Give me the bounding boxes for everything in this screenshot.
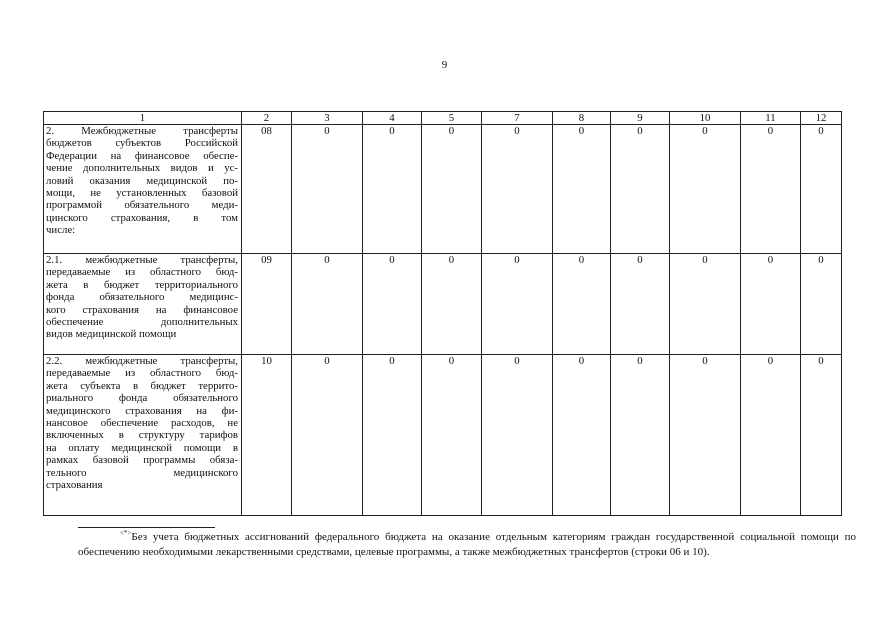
description-line: 2. Межбюджетные трансферты [46, 125, 238, 137]
header-cell: 10 [670, 112, 741, 125]
description-line: числе: [46, 224, 76, 237]
value-cell: 0 [292, 355, 363, 516]
value-cell: 0 [611, 355, 670, 516]
description-line: 2.2. межбюджетные трансферты, [46, 355, 238, 367]
row-code: 10 [242, 355, 292, 516]
value-cell: 0 [801, 355, 842, 516]
header-cell: 2 [242, 112, 292, 125]
row-code: 08 [242, 125, 292, 254]
value-cell: 0 [292, 125, 363, 254]
value-cell: 0 [670, 355, 741, 516]
value-cell: 0 [482, 125, 553, 254]
description-line: мощи, не установленных базовой [46, 187, 238, 200]
value-cell: 0 [422, 355, 482, 516]
value-cell: 0 [363, 355, 422, 516]
header-cell: 3 [292, 112, 363, 125]
value-cell: 0 [482, 355, 553, 516]
description-line: ловий оказания медицинской по- [46, 174, 238, 187]
value-cell: 0 [363, 254, 422, 355]
description-line: риального фонда обязательного [46, 392, 238, 405]
value-cell: 0 [801, 125, 842, 254]
value-cell: 0 [482, 254, 553, 355]
value-cell: 0 [670, 125, 741, 254]
page-number: 9 [441, 59, 448, 71]
description-line: на оплату медицинской помощи в [46, 441, 238, 454]
value-cell: 0 [553, 254, 611, 355]
row-description [44, 254, 242, 355]
value-cell: 0 [611, 254, 670, 355]
header-cell: 7 [482, 112, 553, 125]
header-cell: 8 [553, 112, 611, 125]
description-line: жета в бюджет территориального [46, 278, 238, 291]
header-cell: 4 [363, 112, 422, 125]
header-cell: 12 [801, 112, 842, 125]
value-cell: 0 [801, 254, 842, 355]
header-cell: 5 [422, 112, 482, 125]
header-cell: 11 [741, 112, 801, 125]
description-line: включенных в структуру тарифов [46, 429, 238, 442]
description-line: передаваемые из областного бюд- [46, 266, 238, 279]
description-line: страхования [46, 479, 103, 492]
description-line: обеспечение дополнительных [46, 316, 238, 329]
description-line: цинского страхования, в том [46, 211, 238, 224]
footnote-marker: <*> [120, 529, 132, 537]
description-line: кого страхования на финансовое [46, 303, 238, 316]
table-row [44, 254, 842, 355]
table-row [44, 355, 842, 516]
table-header-row [44, 112, 842, 125]
header-cell: 9 [611, 112, 670, 125]
row-description [44, 355, 242, 516]
value-cell: 0 [611, 125, 670, 254]
footnote [78, 530, 856, 559]
value-cell: 0 [741, 125, 801, 254]
description-line: Федерации на финансовое обеспе- [46, 149, 238, 162]
value-cell: 0 [741, 355, 801, 516]
value-cell: 0 [363, 125, 422, 254]
value-cell: 0 [292, 254, 363, 355]
description-line: тельного медицинского [46, 466, 238, 479]
budget-table [43, 111, 842, 516]
table-row [44, 125, 842, 254]
value-cell: 0 [741, 254, 801, 355]
description-line: медицинского страхования на фи- [46, 404, 238, 417]
description-line: 2.1. межбюджетные трансферты, [46, 254, 238, 266]
value-cell: 0 [422, 125, 482, 254]
description-line: фонда обязательного медицинс- [46, 291, 238, 304]
description-line: рамках базовой программы обяза- [46, 454, 238, 467]
description-line: нансовое обеспечение расходов, не [46, 417, 238, 430]
description-line: чение дополнительных видов и ус- [46, 162, 238, 175]
description-line: жета субъекта в бюджет террито- [46, 379, 238, 392]
footnote-text: Без учета бюджетных ассигнований федерального бюджета на оказание отдельным категориям граждан государственной социальной помощи по обеспечению необходимыми лекарственными средствами, целевые программы, а также межбюджетных трансфертов (строки 06 и 10). [78, 531, 856, 558]
row-description [44, 125, 242, 254]
value-cell: 0 [553, 355, 611, 516]
value-cell: 0 [670, 254, 741, 355]
description-line: программой обязательного меди- [46, 199, 238, 212]
row-code: 09 [242, 254, 292, 355]
value-cell: 0 [422, 254, 482, 355]
value-cell: 0 [553, 125, 611, 254]
footnote-separator [78, 527, 215, 528]
description-line: передаваемые из областного бюд- [46, 367, 238, 380]
description-line: бюджетов субъектов Российской [46, 137, 238, 150]
description-line: видов медицинской помощи [46, 328, 177, 341]
header-cell: 1 [44, 112, 242, 125]
